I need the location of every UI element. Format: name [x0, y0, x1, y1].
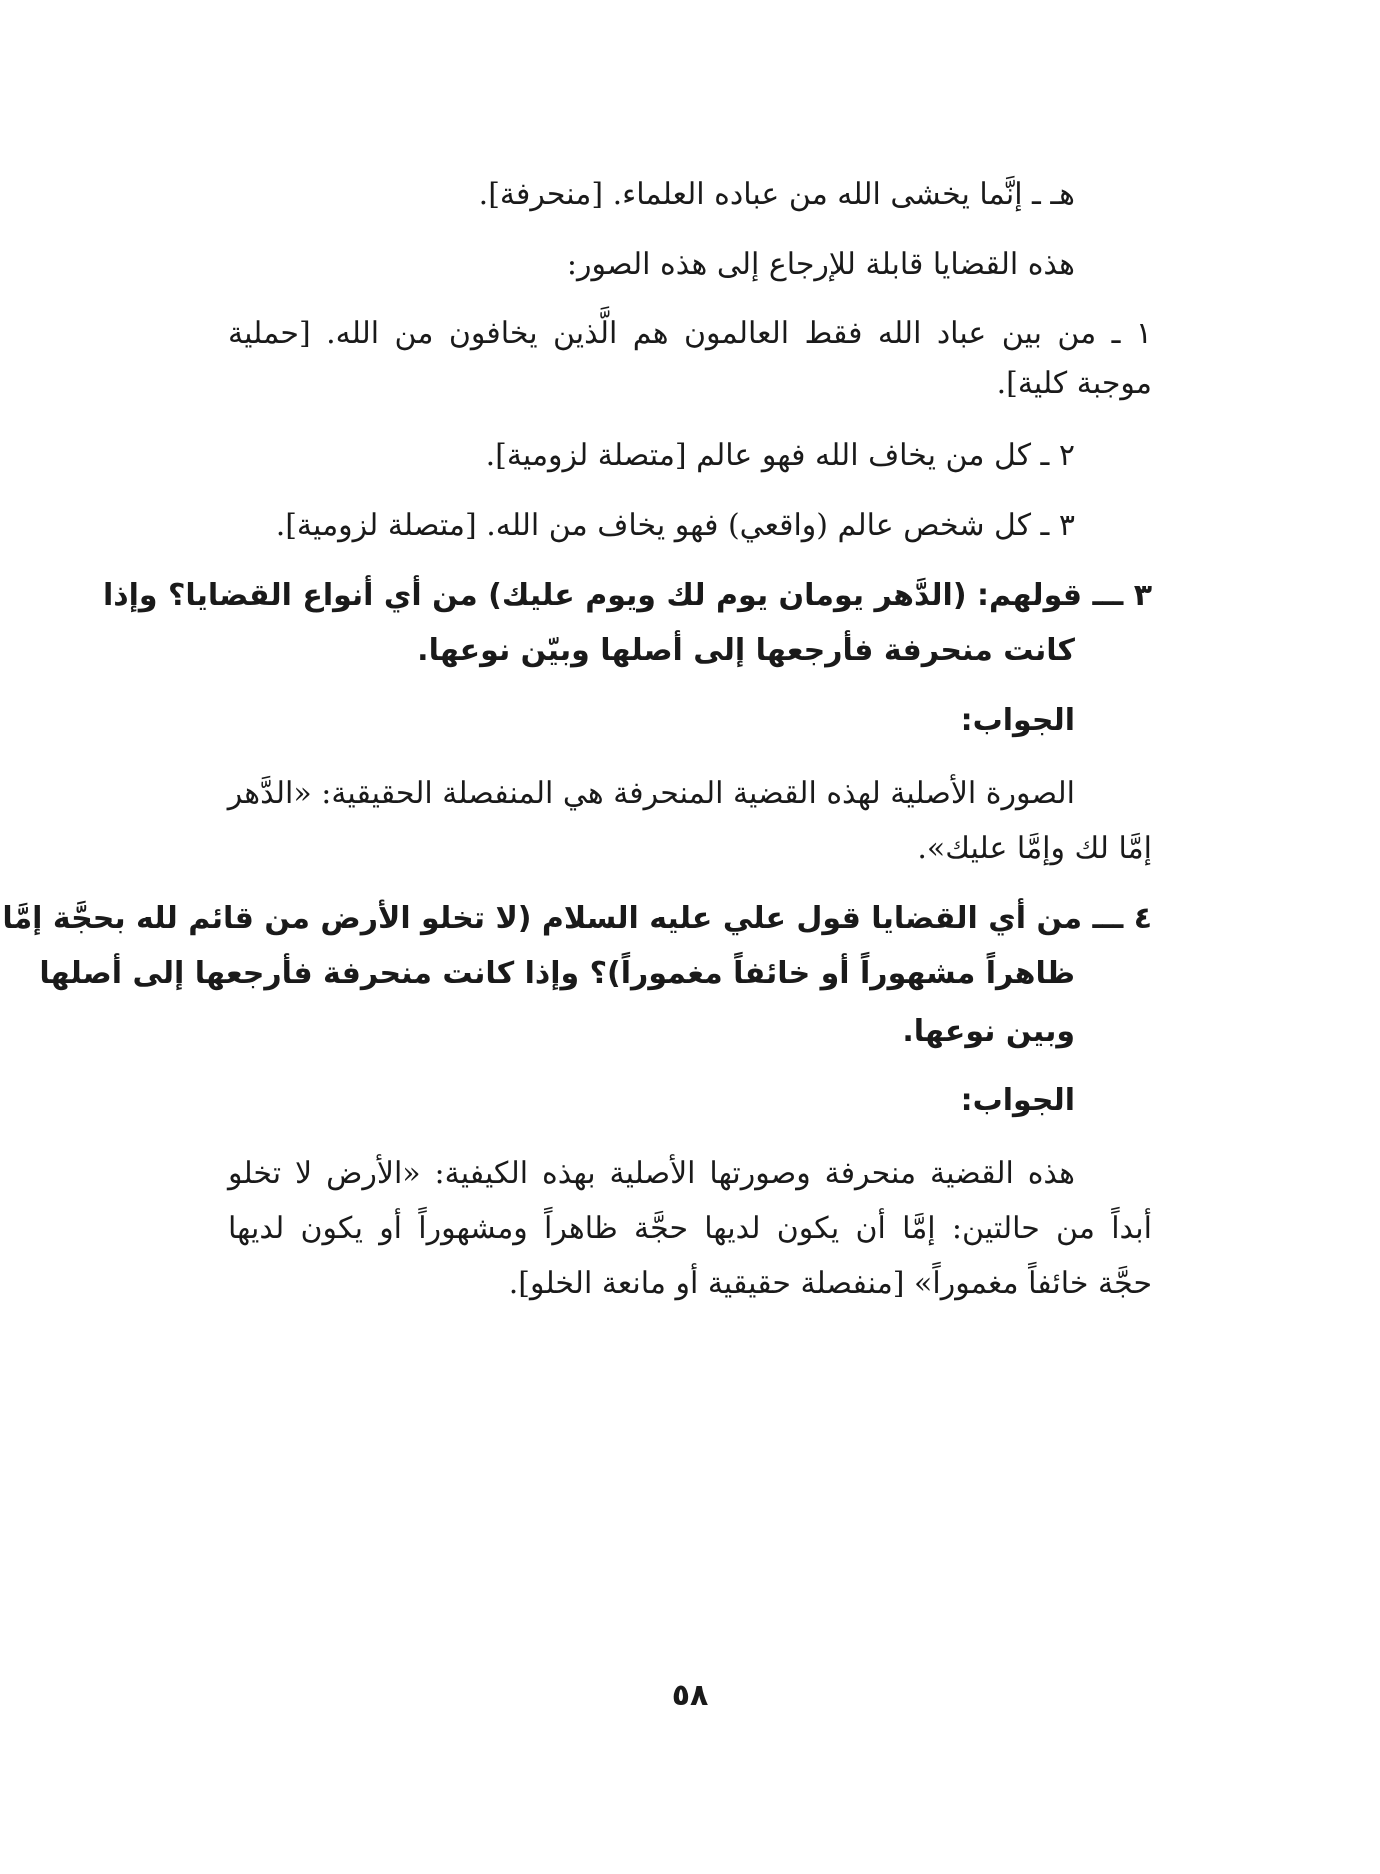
- item-3: ٣ ـ كل شخص عالم (واقعي) فهو يخاف من الله. [متصلة لزومية].: [275, 508, 1075, 543]
- item-h: هـ ـ إنَّما يخشى الله من عباده العلماء. [منحرفة].: [478, 177, 1075, 212]
- answer-4-line-2: أبداً من حالتين: إمَّا أن يكون لديها حجَّة ظاهراً ومشهوراً أو يكون لديها: [228, 1211, 1152, 1246]
- question-4-line-1: ٤ ـــ من أي القضايا قول علي عليه السلام (لا تخلو الأرض من قائم لله بحجَّة إمَّا: [2, 901, 1152, 936]
- answer-4-line-3: حجَّة خائفاً مغموراً» [منفصلة حقيقية أو مانعة الخلو].: [508, 1266, 1152, 1301]
- answer-label-2: الجواب:: [960, 1083, 1075, 1118]
- question-3-line-1: ٣ ـــ قولهم: (الدَّهر يومان يوم لك ويوم عليك) من أي أنواع القضايا؟ وإذا: [102, 578, 1152, 613]
- answer-label-1: الجواب:: [960, 703, 1075, 738]
- page-number: ٥٨: [671, 1678, 709, 1713]
- question-4-line-3: وبين نوعها.: [902, 1014, 1075, 1049]
- question-4-line-2: ظاهراً مشهوراً أو خائفاً مغموراً)؟ وإذا كانت منحرفة فأرجعها إلى أصلها: [39, 956, 1075, 991]
- item-1-line-1: ١ ـ من بين عباد الله فقط العالمون هم الَّذين يخافون من الله. [حملية: [228, 316, 1152, 351]
- item-1-line-2: موجبة كلية].: [996, 366, 1152, 401]
- answer-4-line-1: هذه القضية منحرفة وصورتها الأصلية بهذه الكيفية: «الأرض لا تخلو: [228, 1156, 1075, 1191]
- answer-3-line-2: إمَّا لك وإمَّا عليك».: [917, 831, 1152, 866]
- item-2: ٢ ـ كل من يخاف الله فهو عالم [متصلة لزومية].: [485, 438, 1075, 473]
- intro-text: هذه القضايا قابلة للإرجاع إلى هذه الصور:: [566, 247, 1075, 282]
- question-3-line-2: كانت منحرفة فأرجعها إلى أصلها وبيّن نوعها.: [417, 633, 1075, 668]
- answer-3-line-1: الصورة الأصلية لهذه القضية المنحرفة هي المنفصلة الحقيقية: «الدَّهر: [227, 776, 1075, 811]
